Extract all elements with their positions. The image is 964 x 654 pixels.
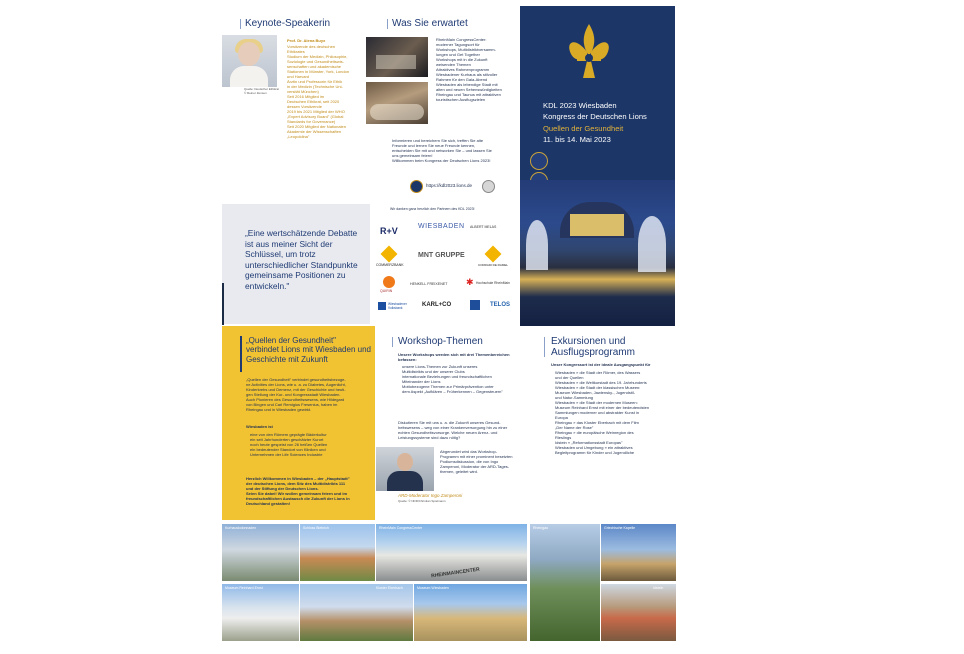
keynote-line: Akademie der Wissenschaften (287, 129, 342, 134)
expect-closing (392, 138, 517, 163)
keynote-line: Soziologie und Gesundheitswis- (287, 59, 344, 64)
closing-line: Willkommen beim Kongress der Deutschen Lions 2023! (392, 158, 491, 163)
partner-logo: COMMERZBANK (376, 263, 404, 267)
workshop-item: unsere Lions-Themen zur Zukunft unseres (402, 364, 478, 369)
moderator-photo (376, 447, 434, 491)
cover-line-1: KDL 2023 Wiesbaden (543, 101, 617, 110)
expect-item: alten und neuen Sehenswürdigkeiten (436, 87, 502, 92)
yellow-list-item: Unternehmen der Life Sciences Industrie (250, 452, 323, 457)
keynote-line: versität München) (287, 89, 319, 94)
moderator-line: Podiumsdiskussion, die von Ingo (440, 459, 499, 464)
keynote-details (287, 44, 367, 139)
partner-logo: KARL+CO (422, 302, 452, 308)
welcome-line: Deutschland gestalten! (246, 501, 291, 506)
partner-logo: HENKELL FREIXENET (410, 282, 448, 286)
partner-logo: MNT GRUPPE (418, 252, 465, 259)
photo-label: Kurhauskolonnaden (225, 526, 257, 530)
workshop-title: Workshop-Themen (398, 336, 483, 347)
keynote-line: dessen Vorsitzende (287, 104, 322, 109)
workshop-discussion-line: Diskutieren Sie mit uns u. a. die Zukunft unseres Gesund- (398, 420, 501, 425)
welcome-line: Herzlich Willkommen in Wiesbaden – der „Hauptstadt" (246, 476, 350, 481)
yellow-body-line: gen Stellung der Kur- und Kongressstadt Wiesbaden. (246, 392, 341, 397)
congress-hall-photo (366, 37, 428, 77)
photo-label: Museum Reinhard Ernst (225, 586, 263, 590)
photo-label: Schloss Biebrich (303, 526, 329, 530)
expect-item: Workshops, Multidistriktversamm- (436, 47, 496, 52)
photo-credit (244, 88, 279, 95)
excursion-item: Rheingau » das Kloster Eberbach mit dem Film (555, 420, 639, 425)
excursion-item: Wiesbaden » die Weltkurstadt des 19. Jahrhunderts (555, 380, 647, 385)
partner-logo: WIESBADEN (418, 223, 465, 230)
excursion-item: und Natur-Sammlung (555, 395, 594, 400)
photo-rheinmain-congresscenter (376, 524, 527, 581)
partner-logo: Wiesbadener Volksbank (388, 302, 407, 310)
expect-item: Wiesbaden als lebendige Stadt mit (436, 82, 498, 87)
keynote-line: Standards for Governance) (287, 119, 336, 124)
lions-logo-icon (410, 180, 423, 193)
workshop-item: dem Aspekt „Aufklären – Früherkennen – Gegensteuern" (402, 389, 503, 394)
partner-logo: R+V (380, 226, 398, 236)
excursions-title: Exkursionen und Ausflugsprogramm (551, 336, 635, 358)
excursion-item: Wiesbaden und Umgebung » ein attraktives (555, 445, 633, 450)
photo-label: Museum Wiesbaden (417, 586, 449, 590)
workshop-item: internationale Beziehungen und freundschaftlichen (402, 374, 492, 379)
moderator-credit: Quelle: © NDR/Christian Spielmann (398, 499, 446, 503)
yellow-body (246, 377, 371, 412)
excursions-intro: Unser Kongressort ist der ideale Ausgangspunkt für (551, 362, 651, 367)
excursion-item: Idstein » „Reformationsstadt Europas" (555, 440, 623, 445)
photo-schloss-biebrich (300, 524, 375, 581)
partner-logo: TELOS (490, 302, 511, 308)
expect-item: weisenden Themen (436, 62, 471, 67)
excursion-item: Sammlungen moderner und abstrakter Kunst in (555, 410, 640, 415)
expect-item: Workshops mit in die Zukunft (436, 57, 488, 62)
welcome-line: der deutschen Lions, dem Sitz des Multidistrikts 111 (246, 481, 346, 486)
photo-label: Griechische Kapelle (604, 526, 636, 530)
workshop-item: Multidistrikts und der unserer Clubs (402, 369, 465, 374)
moderator-line: Zamperoni, Moderator der ARD-Tages- (440, 464, 510, 469)
keynote-title: Keynote-Speakerin (245, 18, 331, 29)
closing-line: Freunde und lernen Sie neue Freunde kennen, (392, 143, 476, 148)
expect-title: Was Sie erwartet (392, 18, 468, 29)
yellow-welcome (246, 476, 371, 506)
yellow-body-line: von Bingen und Carl Remigius Fresenius, haben im (246, 402, 338, 407)
expect-item: moderner Tagungsort für (436, 42, 480, 47)
website-link[interactable]: https://kdl2023.lions.de (426, 183, 473, 188)
moderator-line: themen, geleitet wird. (440, 469, 479, 474)
yellow-body-line: Auch Pionieren des Gesundheitswesens, wie Hildegard (246, 397, 345, 402)
keynote-line: senschaften und akademische (287, 64, 342, 69)
workshop-discussion (398, 420, 538, 440)
workshop-item: Mottobezogene Themen zur Primärprävention unter (402, 384, 494, 389)
yellow-list (246, 432, 371, 457)
closing-line: Informieren und bereichern Sie sich, treffen Sie alte (392, 138, 484, 143)
signage-text: RHEINMAINCENTER (430, 566, 481, 580)
photo-museum-reinhard-ernst (222, 584, 299, 641)
moderator-caption: ARD-Moderator Ingo Zamperoni (398, 493, 463, 498)
moderator-text (440, 449, 540, 474)
volksbank-logo-icon (378, 302, 386, 310)
expect-list (432, 37, 517, 102)
photo-label: RheinMain CongressCenter (379, 526, 423, 530)
speaker-name: Prof. Dr. Alena Buyx (287, 38, 326, 43)
photo-label: Idstein (653, 586, 664, 590)
excursion-item: und der Quellen (555, 375, 584, 380)
photo-label: Kloster Eberbach (376, 586, 403, 590)
excursion-item: Rheingau » die europäische Weinregion des (555, 430, 634, 435)
seal-icon (482, 180, 495, 193)
keynote-line: „Leopoldina" (287, 134, 310, 139)
excursion-item: Wiesbaden » die Stadt der Römer, des Wassers (555, 370, 641, 375)
kurhaus-night-photo (520, 180, 675, 326)
cover-line-4: 11. bis 14. Mai 2023 (543, 135, 611, 144)
yellow-heading: „Quellen der Gesundheit" verbindet Lions mit Wiesbaden und Geschichte mit Zukunft (246, 336, 371, 364)
expect-item: touristischen Ausflugszielen (436, 97, 486, 102)
excursion-item: Begleitprogramm für Kinder und Jugendliche (555, 450, 635, 455)
closing-line: entscheiden Sie mit und networken Sie – und lassen Sie (392, 148, 492, 153)
keynote-line: Deutschen Ethikrat, seit 2020 (287, 99, 340, 104)
cover-line-3: Quellen der Gesundheit (543, 124, 624, 133)
workshop-discussion-line: Leistungssysteme sind dazu nötig? (398, 435, 461, 440)
photo-credit-line: © Reiner Zensen (244, 90, 267, 95)
excursion-item: Wiesbaden » die Stadt der klassischen Museen: (555, 385, 641, 390)
expect-item: Rheingau und Taunus mit attraktiven (436, 92, 501, 97)
expect-item: Attraktives Rahmenprogramm (436, 67, 490, 72)
expect-item: Wiesbadener Kurhaus als stilvoller (436, 72, 498, 77)
divider (392, 337, 393, 347)
yellow-list-title: Wiesbaden ist (246, 424, 273, 429)
yellow-body-line: „Quellen der Gesundheit" verbindet gesundheitsbezoge- (246, 377, 346, 382)
partner-logo: QUIRIN (380, 289, 393, 293)
expect-item: Rahmen für den Gala-Abend (436, 77, 488, 82)
workshop-discussion-line: echten Gesundheitsvorsorge. Welche neuen Arenz- und (398, 430, 498, 435)
moderator-line: Abgerundet wird das Workshop- (440, 449, 498, 454)
workshop-item: Miteinander der Lions (402, 379, 441, 384)
divider (222, 283, 224, 325)
lions-emblem-icon (530, 152, 548, 170)
fleur-de-lis-icon (565, 22, 613, 82)
workshop-discussion-line: heitswesens – weg von einer Krankenversorgung hin zu einer (398, 425, 508, 430)
divider (544, 337, 545, 357)
yellow-list-item: eine von den Römern geprägte Bäderkultur (250, 432, 327, 437)
photo-label: Rheingau (533, 526, 548, 530)
yellow-list-item: ein bedeutender Standort von Kliniken und (250, 447, 326, 452)
welcome-line: Seien Sie dabei! Wir wollen gemeinsam feiern und im (246, 491, 348, 496)
square-logo-icon (470, 300, 480, 310)
divider (387, 19, 388, 29)
photo-idstein (601, 584, 676, 641)
closing-line: uns gemeinsam feiern! (392, 153, 433, 158)
keynote-line: 2019 bis 2021 Mitglied der WHO (287, 109, 345, 114)
workshop-intro-line: Unsere Workshops werden sich mit drei Themenbereichen (398, 352, 510, 357)
workshop-intro-line: befassen: (398, 357, 417, 362)
photo-kurhauskolonnaden (222, 524, 299, 581)
keynote-line: „Expert Advisory Board" (Global (287, 114, 344, 119)
yellow-body-line: ne Activities der Lions, wie u. a. zu Diabetes, Augenlicht, (246, 382, 346, 387)
workshop-intro (398, 352, 538, 362)
keynote-line: und Harvard (287, 74, 310, 79)
excursion-item: Europa (555, 415, 568, 420)
excursion-item: „Der Name der Rose" (555, 425, 594, 430)
partner-logo: CORRADI DE RAMEL (478, 263, 509, 267)
speaker-quote: „Eine wertschätzende Debatte ist aus meiner Sicht der Schlüssel, um trotz unterschiedlicher Standpunkte gemeinsame Positionen zu entwickeln." (245, 228, 358, 291)
partner-logo: ALBERT MELAS (470, 225, 497, 229)
photo-rheingau (530, 524, 600, 641)
keynote-line: Stationen in Münster, York, London (287, 69, 350, 74)
excursion-item: Rieslings (555, 435, 572, 440)
expect-item: lungen und Get Together (436, 52, 480, 57)
expect-item: RheinMain CongressCenter: (436, 37, 487, 42)
yellow-list-item: ein seit Jahrhunderten geschätzter Kurort (250, 437, 324, 442)
quirin-logo-icon (383, 276, 395, 288)
keynote-line: Vorsitzende des deutschen (287, 44, 336, 49)
cover-line-2: Kongress der Deutschen Lions (543, 112, 647, 121)
excursion-item: Wiesbaden » die Stadt der modernen Museen: (555, 400, 638, 405)
keynote-line: in der Medizin (Technische Uni- (287, 84, 343, 89)
photo-kloster-eberbach (300, 584, 413, 641)
photo-credit-line: Quelle: Deutscher Ethikrat (244, 87, 280, 91)
photo-griechische-kapelle (601, 524, 676, 581)
yellow-body-line: Rheingau und in Wiesbaden gewirkt. (246, 407, 312, 412)
photo-museum-wiesbaden (414, 584, 527, 641)
yellow-list-item: noch heute gespeist von 26 heißen Quellen (250, 442, 328, 447)
excursions-list (551, 370, 673, 455)
keynote-line: Seit 2016 Mitglied im (287, 94, 325, 99)
star-icon: ✱ (466, 277, 474, 287)
excursion-item: Museum Reinhard Ernst mit einer der bedeutendsten (555, 405, 650, 410)
divider (240, 336, 242, 372)
welcome-line: freundschaftlichen Austausch die Zukunft der Lions in (246, 496, 350, 501)
speaker-face (238, 42, 260, 66)
divider (240, 19, 241, 29)
keynote-line: Studium der Medizin, Philosophie, (287, 54, 348, 59)
moderator-line: Programm mit einer prominent besetzten (440, 454, 513, 459)
gala-dinner-photo (366, 82, 428, 124)
partner-logo: Hochschule RheinMain (476, 281, 510, 285)
yellow-body-line: Kinderkrebs und Demenz, mit der Geschichte und heuti- (246, 387, 346, 392)
workshop-list (398, 364, 538, 394)
keynote-line: Ethikrates (287, 49, 305, 54)
keynote-line: Seit 2020 Mitglied der Nationalen (287, 124, 346, 129)
excursion-item: Museum Wiesbaden, Jawlensky-, Jugendstil- (555, 390, 636, 395)
keynote-line: Ärztin und Professorin für Ethik (287, 79, 343, 84)
speaker-body (230, 66, 268, 87)
partners-intro: Wir danken ganz herzlich den Partnern des KDL 2023! (390, 207, 475, 211)
welcome-line: und der Stiftung der Deutschen Lions. (246, 486, 319, 491)
